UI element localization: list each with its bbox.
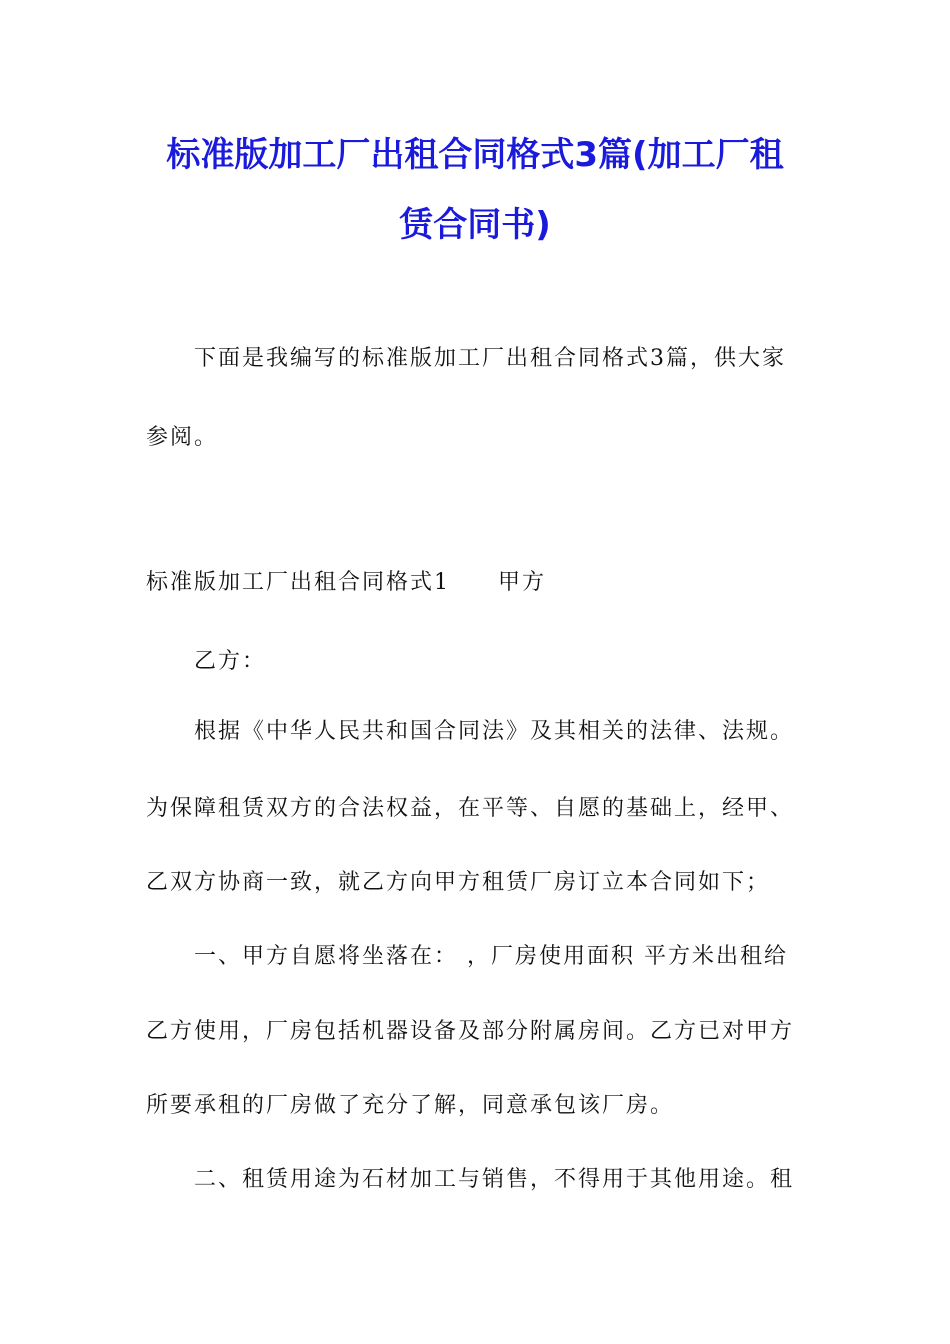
intro-line-2: 参阅。 (146, 425, 219, 450)
paragraph-2-line-2: 乙方使用，厂房包括机器设备及部分附属房间。乙方已对甲方 (146, 1019, 795, 1044)
party-a-label: 甲方 (498, 570, 547, 595)
party-b-label: 乙方： (194, 649, 267, 674)
paragraph-3-line-1: 二、租赁用途为石材加工与销售，不得用于其他用途。租 (194, 1167, 795, 1192)
paragraph-1-line-1: 根据《中华人民共和国合同法》及其相关的法律、法规。 (194, 719, 795, 744)
paragraph-1-line-3: 乙双方协商一致，就乙方向甲方租赁厂房订立本合同如下； (146, 870, 771, 895)
paragraph-1-line-2: 为保障租赁双方的合法权益，在平等、自愿的基础上，经甲、 (146, 796, 795, 821)
section-heading: 标准版加工厂出租合同格式1 (146, 570, 450, 595)
document-title-line-2: 赁合同书) (399, 205, 551, 245)
paragraph-2-line-1: 一、甲方自愿将坐落在： ，厂房使用面积 平方米出租给 (194, 944, 788, 969)
document-title-line-1: 标准版加工厂出租合同格式3篇(加工厂租 (166, 135, 784, 175)
paragraph-2-line-3: 所要承租的厂房做了充分了解，同意承包该厂房。 (146, 1093, 675, 1118)
intro-line-1: 下面是我编写的标准版加工厂出租合同格式3篇，供大家 (194, 346, 786, 371)
